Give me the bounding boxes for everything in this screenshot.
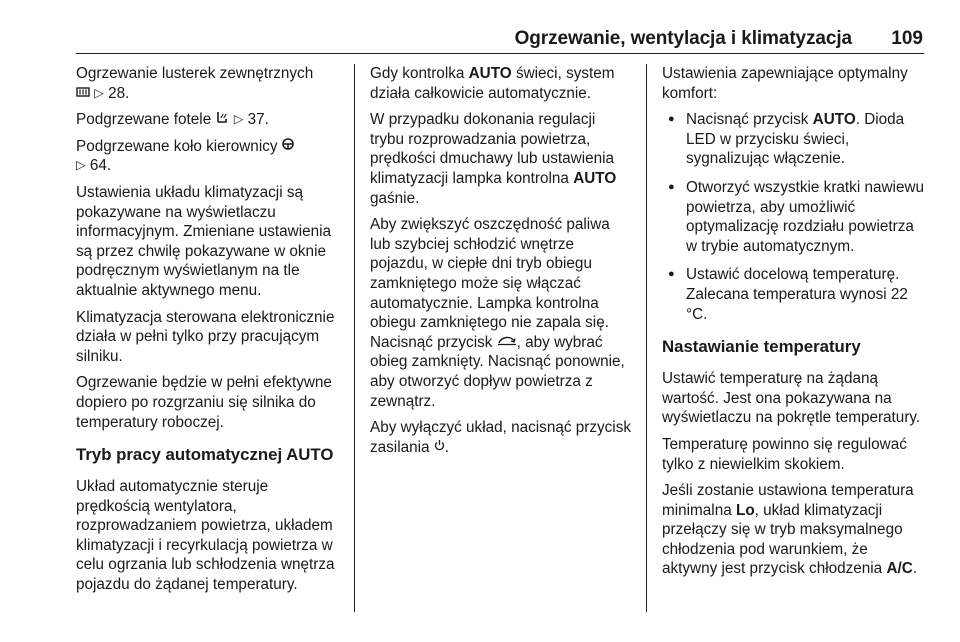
power-icon	[434, 439, 445, 454]
column-divider-1	[354, 64, 355, 612]
paragraph-small-steps: Temperaturę powinno się regulować tylko z niewielkim skokiem.	[662, 435, 907, 473]
paragraph-engine-running: Klimatyzacja sterowana elektronicznie działa w pełni tylko przy pracującym silniku.	[76, 308, 335, 365]
paragraph-set-temperature: Ustawić temperaturę na żądaną wartość. Jest ona pokazywana na wyświetlaczu na pokrętle temperatury.	[662, 370, 921, 427]
page-header	[0, 0, 960, 56]
paragraph-auto-description: Układ automatycznie steruje prędkością wentylatora, rozprowadzaniem powietrza, układem klimatyzacji i recyrkulacją powietrza w celu ogrzania lub schłodzenia wnętrza pojazdu do żądanej temperatury.	[76, 478, 335, 594]
chapter-title: Ogrzewanie, wentylacja i klimatyzacja	[514, 28, 852, 49]
list-item: ● Otworzyć wszystkie kratki nawiewu powietrza, aby umożliwić optymalizację rozdziału powietrza w trybie automatycznym.	[662, 178, 926, 256]
paragraph-min-temperature: Jeśli zostanie ustawiona temperatura minimalna Lo, układ klimatyzacji przełączy się w tryb maksymalnego chłodzenia pod warunkiem, że aktywny jest przycisk chłodzenia A/C.	[662, 482, 918, 578]
paragraph-wheel-heating: Podgrzewane koło kierownicy ▷ 64.	[76, 137, 344, 176]
reference-arrow-icon: ▷	[76, 158, 86, 173]
column-1	[76, 64, 344, 602]
paragraph-recirculation: Aby zwiększyć oszczędność paliwa lub szybciej schłodzić wnętrze pojazdu, w ciepłe dni tryb obiegu zamkniętego może się włączać automatycznie. Lampka kontrolna obiegu zamkniętego nie zapala się. Nacisnąć przycisk , aby wybrać obieg zamknięty. Nacisnąć ponownie, aby otworzyć dopływ powietrza z zewnątrz.	[370, 216, 625, 410]
comfort-settings-list	[662, 110, 926, 324]
paragraph-heating-effective: Ogrzewanie będzie w pełni efektywne dopiero po rozgrzaniu się silnika do temperatury roboczej.	[76, 374, 332, 431]
section-heading-auto: Tryb pracy automatycznej AUTO	[76, 445, 334, 465]
column-divider-2	[646, 64, 647, 612]
header-rule	[76, 53, 924, 54]
reference-arrow-icon: ▷	[94, 85, 104, 100]
paragraph-power-off: Aby wyłączyć układ, nacisnąć przycisk zasilania .	[370, 419, 631, 456]
paragraph-auto-off: W przypadku dokonania regulacji trybu rozprowadzania powietrza, prędkości dmuchawy lub ustawienia klimatyzacji lampka kontrolna AUTO gaśnie.	[370, 111, 617, 207]
list-item: ● Ustawić docelową temperaturę. Zalecana temperatura wynosi 22 °C.	[662, 265, 926, 324]
paragraph-display-info: Ustawienia układu klimatyzacji są pokazywane na wyświetlaczu informacyjnym. Zmieniane ustawienia są przez chwilę pokazywane w oknie podręcznym wyświetlanym na tle aktualnie aktywnego menu.	[76, 183, 332, 299]
paragraph-auto-lamp: Gdy kontrolka AUTO świeci, system działa całkowicie automatycznie.	[370, 65, 615, 102]
reference-arrow-icon: ▷	[233, 112, 244, 127]
paragraph-mirror-heating: Ogrzewanie lusterek zewnętrznych ▷ 28.	[76, 65, 314, 102]
column-3	[662, 64, 926, 586]
column-2	[370, 64, 632, 464]
page-number: 109	[891, 28, 923, 49]
heated-steering-wheel-icon	[282, 138, 294, 153]
paragraph-comfort-intro: Ustawienia zapewniające optymalny komfort:	[662, 65, 908, 102]
seat-heat-icon	[215, 110, 229, 126]
list-item: ● Nacisnąć przycisk AUTO. Dioda LED w przycisku świeci, sygnalizując włączenie.	[662, 110, 926, 169]
recirculation-icon	[497, 335, 517, 349]
paragraph-seat-heating: Podgrzewane fotele ▷ 37.	[76, 111, 269, 129]
section-heading-temperature: Nastawianie temperatury	[662, 337, 861, 357]
rear-window-heat-icon	[76, 86, 90, 100]
